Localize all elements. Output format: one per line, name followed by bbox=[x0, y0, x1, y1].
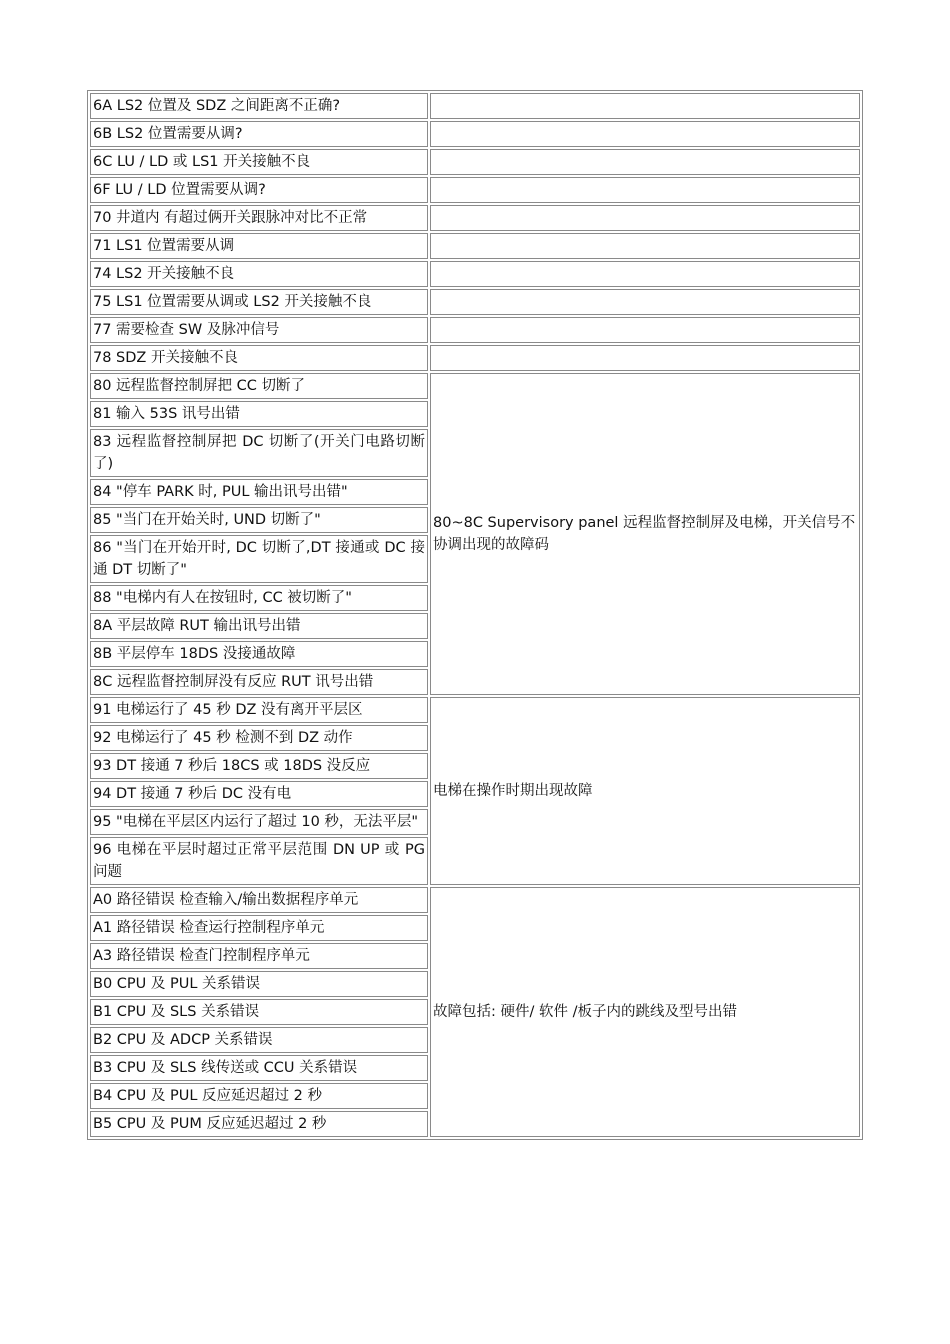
table-row bbox=[90, 697, 860, 723]
fault-code-cell: B1 CPU 及 SLS 关系错误 bbox=[90, 999, 428, 1025]
fault-code-cell: 92 电梯运行了 45 秒 检测不到 DZ 动作 bbox=[90, 725, 428, 751]
description-cell bbox=[430, 317, 860, 343]
fault-code-cell: 93 DT 接通 7 秒后 18CS 或 18DS 没反应 bbox=[90, 753, 428, 779]
fault-code-cell: 94 DT 接通 7 秒后 DC 没有电 bbox=[90, 781, 428, 807]
table-row bbox=[90, 887, 860, 913]
fault-code-cell: 86 "当门在开始开时, DC 切断了,DT 接通或 DC 接通 DT 切断了" bbox=[90, 535, 428, 583]
fault-code-cell: 6C LU / LD 或 LS1 开关接触不良 bbox=[90, 149, 428, 175]
table-row bbox=[90, 149, 860, 175]
description-cell bbox=[430, 289, 860, 315]
hardware-group-description: 故障包括: 硬件/ 软件 /板子内的跳线及型号出错 bbox=[430, 887, 860, 1137]
fault-code-cell: 95 "电梯在平层区内运行了超过 10 秒，无法平层" bbox=[90, 809, 428, 835]
fault-code-cell: B4 CPU 及 PUL 反应延迟超过 2 秒 bbox=[90, 1083, 428, 1109]
fault-code-cell: B3 CPU 及 SLS 线传送或 CCU 关系错误 bbox=[90, 1055, 428, 1081]
fault-code-cell: 74 LS2 开关接触不良 bbox=[90, 261, 428, 287]
fault-code-cell: 80 远程监督控制屏把 CC 切断了 bbox=[90, 373, 428, 399]
description-cell bbox=[430, 233, 860, 259]
fault-code-cell: 70 井道内 有超过俩开关跟脉冲对比不正常 bbox=[90, 205, 428, 231]
table-row bbox=[90, 317, 860, 343]
fault-code-cell: 81 输入 53S 讯号出错 bbox=[90, 401, 428, 427]
table-row bbox=[90, 121, 860, 147]
fault-code-cell: 83 远程监督控制屏把 DC 切断了(开关门电路切断了) bbox=[90, 429, 428, 477]
fault-code-cell: 91 电梯运行了 45 秒 DZ 没有离开平层区 bbox=[90, 697, 428, 723]
fault-code-cell: A3 路径错误 检查门控制程序单元 bbox=[90, 943, 428, 969]
supervisory-group-description: 80~8C Supervisory panel 远程监督控制屏及电梯，开关信号不协调出现的故障码 bbox=[430, 373, 860, 695]
fault-code-table bbox=[87, 90, 863, 1140]
fault-code-cell: 8C 远程监督控制屏没有反应 RUT 讯号出错 bbox=[90, 669, 428, 695]
fault-code-cell: 6B LS2 位置需要从调? bbox=[90, 121, 428, 147]
fault-code-cell: A0 路径错误 检查输入/输出数据程序单元 bbox=[90, 887, 428, 913]
fault-code-cell: 96 电梯在平层时超过正常平层范围 DN UP 或 PG 问题 bbox=[90, 837, 428, 885]
table-row bbox=[90, 233, 860, 259]
description-cell bbox=[430, 205, 860, 231]
fault-code-cell: 77 需要检查 SW 及脉冲信号 bbox=[90, 317, 428, 343]
operation-group-description: 电梯在操作时期出现故障 bbox=[430, 697, 860, 885]
description-cell bbox=[430, 345, 860, 371]
table-row bbox=[90, 289, 860, 315]
fault-code-cell: 8A 平层故障 RUT 输出讯号出错 bbox=[90, 613, 428, 639]
description-cell bbox=[430, 177, 860, 203]
fault-code-cell: 84 "停车 PARK 时, PUL 输出讯号出错" bbox=[90, 479, 428, 505]
fault-code-cell: 6A LS2 位置及 SDZ 之间距离不正确? bbox=[90, 93, 428, 119]
table-row bbox=[90, 177, 860, 203]
table-row bbox=[90, 373, 860, 399]
fault-code-cell: 78 SDZ 开关接触不良 bbox=[90, 345, 428, 371]
fault-code-cell: 8B 平层停车 18DS 没接通故障 bbox=[90, 641, 428, 667]
fault-code-cell: A1 路径错误 检查运行控制程序单元 bbox=[90, 915, 428, 941]
fault-code-cell: 75 LS1 位置需要从调或 LS2 开关接触不良 bbox=[90, 289, 428, 315]
description-cell bbox=[430, 261, 860, 287]
fault-code-cell: B5 CPU 及 PUM 反应延迟超过 2 秒 bbox=[90, 1111, 428, 1137]
fault-code-cell: 85 "当门在开始关时, UND 切断了" bbox=[90, 507, 428, 533]
fault-code-cell: B0 CPU 及 PUL 关系错误 bbox=[90, 971, 428, 997]
table-row bbox=[90, 261, 860, 287]
description-cell bbox=[430, 149, 860, 175]
fault-code-cell: 6F LU / LD 位置需要从调? bbox=[90, 177, 428, 203]
fault-code-cell: 71 LS1 位置需要从调 bbox=[90, 233, 428, 259]
description-cell bbox=[430, 93, 860, 119]
fault-code-cell: B2 CPU 及 ADCP 关系错误 bbox=[90, 1027, 428, 1053]
table-row bbox=[90, 205, 860, 231]
table-row bbox=[90, 93, 860, 119]
table-row bbox=[90, 345, 860, 371]
fault-code-cell: 88 "电梯内有人在按钮时, CC 被切断了" bbox=[90, 585, 428, 611]
description-cell bbox=[430, 121, 860, 147]
